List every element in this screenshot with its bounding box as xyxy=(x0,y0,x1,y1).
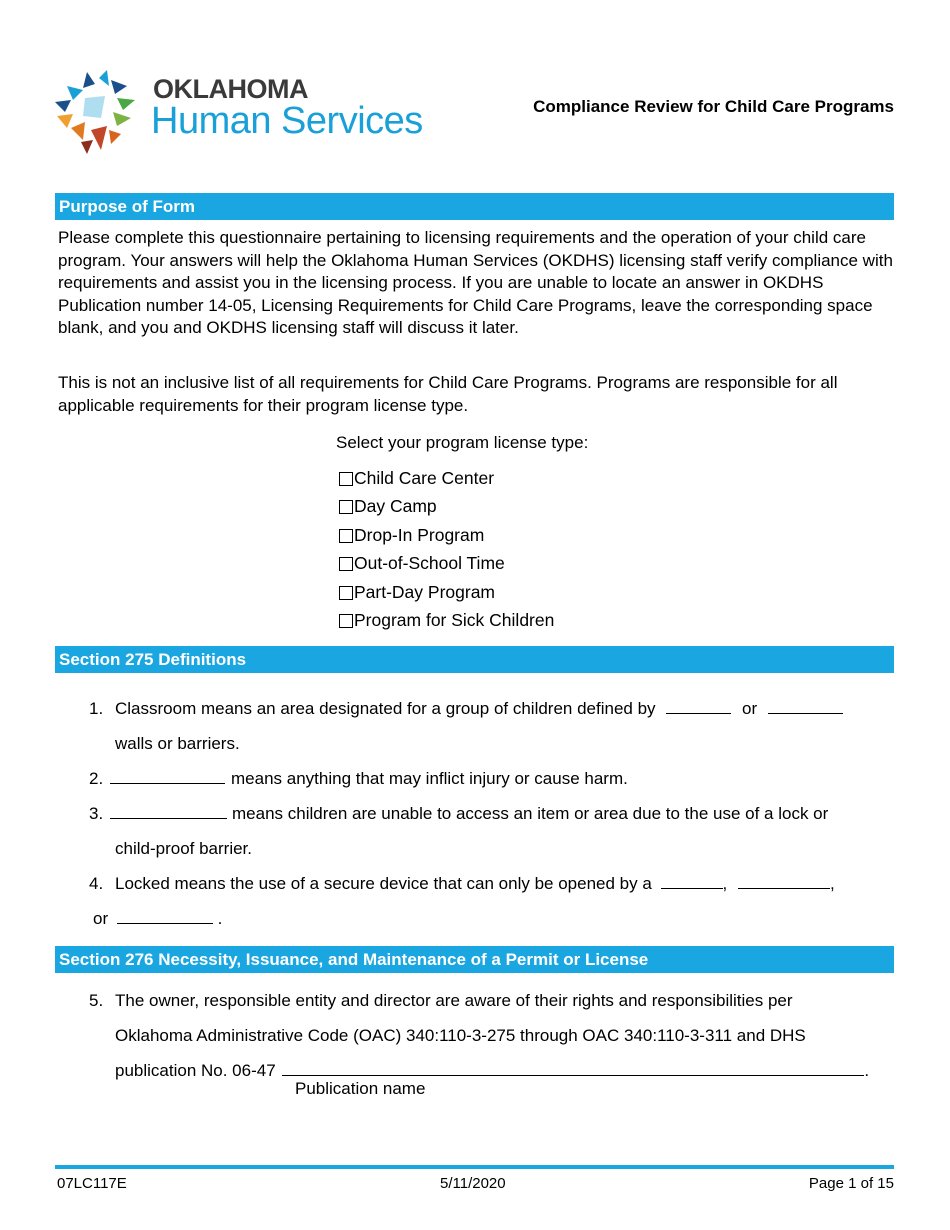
question-3-line-1 xyxy=(110,803,828,825)
question-1-or: or xyxy=(742,699,758,718)
license-option-part-day-program[interactable] xyxy=(339,582,495,603)
question-5-line-2: Oklahoma Administrative Code (OAC) 340:110-3-275 through OAC 340:110-3-311 and DHS xyxy=(115,1026,806,1045)
license-option-day-camp[interactable] xyxy=(339,496,437,517)
question-5-text: publication No. 06-47 xyxy=(115,1061,276,1080)
checkbox[interactable] xyxy=(339,586,353,600)
checkbox[interactable] xyxy=(339,557,353,571)
footer-divider xyxy=(55,1165,894,1169)
question-2-number: 2. xyxy=(89,769,104,788)
footer-form-number: 07LC117E xyxy=(57,1175,127,1192)
option-label: Out-of-School Time xyxy=(354,553,505,573)
question-3-line-2: child-proof barrier. xyxy=(115,839,253,858)
question-1-line-2: walls or barriers. xyxy=(115,734,240,753)
footer-page-number: Page 1 of 15 xyxy=(808,1175,894,1192)
option-label: Day Camp xyxy=(354,496,437,516)
option-label: Part-Day Program xyxy=(354,582,496,602)
section-276-heading: Section 276 Necessity, Issuance, and Maintenance of a Permit or License xyxy=(55,946,894,973)
question-1-text: Classroom means an area designated for a group of children defined by xyxy=(115,699,656,718)
option-label: Child Care Center xyxy=(354,468,495,488)
purpose-paragraph-2: This is not an inclusive list of all requirements for Child Care Programs. Programs are responsible for all applicable requirements for their program license type. xyxy=(58,373,838,415)
question-4-text: Locked means the use of a secure device that can only be opened by a xyxy=(115,874,652,893)
question-5-number: 5. xyxy=(89,991,104,1010)
section-275-heading: Section 275 Definitions xyxy=(55,646,894,673)
purpose-paragraph-1: Please complete this questionnaire pertaining to licensing requirements and the operation of your child care program. Your answers will help the Oklahoma Human Services (OKDHS) licensing staff verify compliance with requirements and assist you in the licensing process. If you are unable to locate an answer in OKDHS Publication number 14-05, Licensing Requirements for Child Care Programs, leave the corresponding space blank, and you and OKDHS licensing staff will discuss it later. xyxy=(58,228,893,337)
license-option-out-of-school-time[interactable] xyxy=(339,553,505,574)
question-5-line-3: publication No. 06-47 . xyxy=(115,1061,870,1080)
question-1-blank-1[interactable] xyxy=(666,699,731,714)
logo-text-oklahoma: OKLAHOMA xyxy=(153,74,308,104)
question-4-line-1: Locked means the use of a secure device that can only be opened by a , , xyxy=(115,874,835,893)
question-3-number: 3. xyxy=(89,804,104,823)
question-5-line-1: The owner, responsible entity and director are aware of their rights and responsibilities per xyxy=(115,991,793,1010)
checkbox[interactable] xyxy=(339,500,353,514)
license-option-program-for-sick-children[interactable] xyxy=(339,610,554,631)
footer-date: 5/11/2020 xyxy=(440,1175,506,1192)
question-2-line xyxy=(110,768,628,790)
checkbox[interactable] xyxy=(339,614,353,628)
question-4-blank-2[interactable] xyxy=(738,874,830,889)
question-4-blank-3[interactable] xyxy=(117,909,213,924)
question-4-line-2: or . xyxy=(93,909,223,928)
question-3-text: means children are unable to access an item or area due to the use of a lock or xyxy=(232,804,829,823)
question-1-blank-2[interactable] xyxy=(768,699,843,714)
question-4-or: or xyxy=(93,909,109,928)
question-1-line-1 xyxy=(115,698,843,720)
publication-name-field[interactable] xyxy=(282,1061,864,1076)
oklahoma-human-services-logo xyxy=(55,70,465,155)
checkbox[interactable] xyxy=(339,472,353,486)
publication-name-caption: Publication name xyxy=(295,1079,426,1098)
question-4-number: 4. xyxy=(89,874,104,893)
question-2-text: means anything that may inflict injury or cause harm. xyxy=(231,769,628,788)
question-3-blank[interactable] xyxy=(110,804,227,819)
option-label: Program for Sick Children xyxy=(354,610,555,630)
logo-text-human-services: Human Services xyxy=(151,100,423,142)
license-option-drop-in-program[interactable] xyxy=(339,525,484,546)
checkbox[interactable] xyxy=(339,529,353,543)
option-label: Drop-In Program xyxy=(354,525,485,545)
license-option-child-care-center[interactable] xyxy=(339,468,494,489)
question-1-number: 1. xyxy=(89,699,104,718)
question-4-blank-1[interactable] xyxy=(661,874,723,889)
question-2-blank[interactable] xyxy=(110,769,225,784)
license-type-prompt: Select your program license type: xyxy=(336,433,589,452)
star-logo-icon xyxy=(55,70,137,154)
purpose-section-heading: Purpose of Form xyxy=(55,193,894,220)
form-title: Compliance Review for Child Care Programs xyxy=(533,97,894,116)
